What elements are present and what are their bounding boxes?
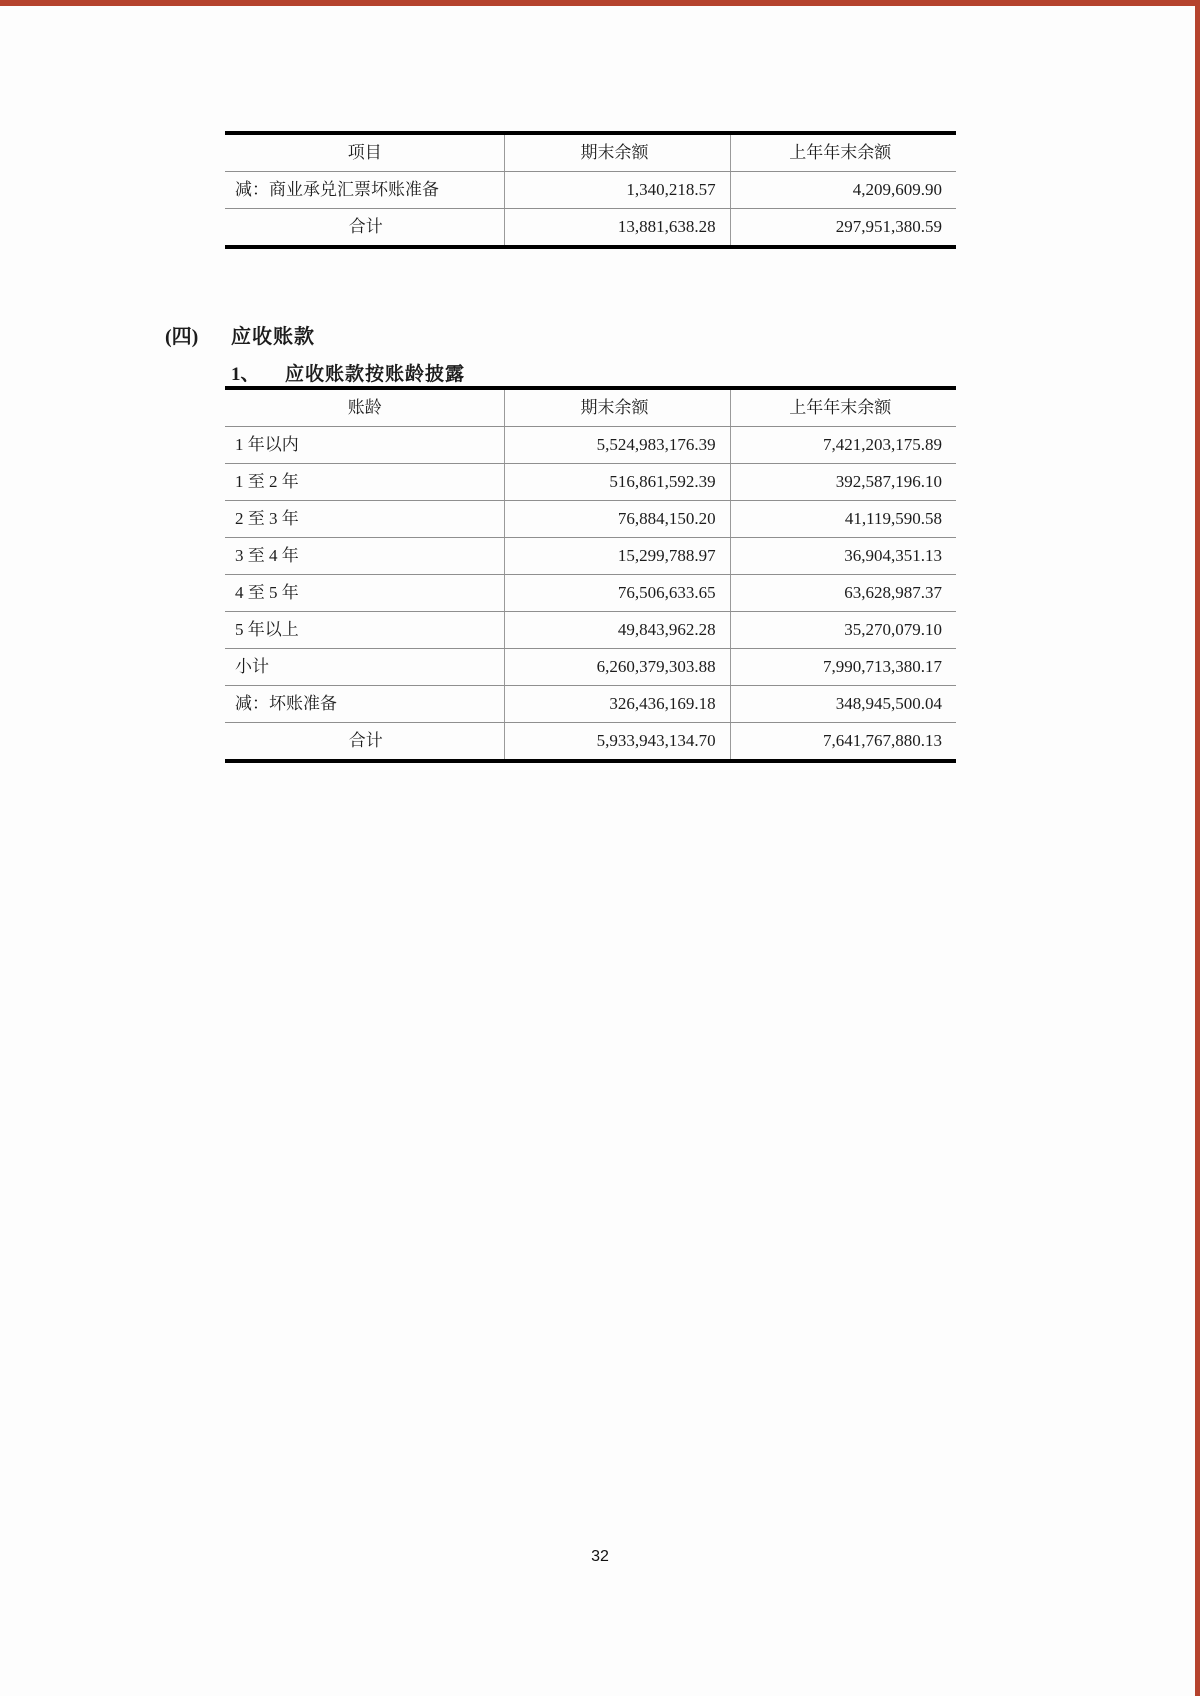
col-header-prior: 上年年末余额 bbox=[730, 133, 956, 172]
col-header-prior: 上年年末余额 bbox=[730, 388, 956, 427]
subsection-heading bbox=[231, 359, 465, 386]
receivables-aging-table bbox=[225, 386, 956, 763]
prior-value: 392,587,196.10 bbox=[730, 464, 956, 501]
ending-value: 49,843,962.28 bbox=[505, 612, 730, 649]
table-row bbox=[225, 575, 956, 612]
prior-value: 297,951,380.59 bbox=[730, 209, 956, 248]
ending-value: 76,884,150.20 bbox=[505, 501, 730, 538]
row-label: 减：商业承兑汇票坏账准备 bbox=[225, 172, 505, 209]
section-heading bbox=[165, 320, 315, 349]
prior-value: 7,421,203,175.89 bbox=[730, 427, 956, 464]
table-header-row bbox=[225, 133, 956, 172]
row-label: 3 至 4 年 bbox=[225, 538, 505, 575]
table-row bbox=[225, 464, 956, 501]
prior-value: 63,628,987.37 bbox=[730, 575, 956, 612]
ending-value: 326,436,169.18 bbox=[505, 686, 730, 723]
col-header-ending: 期末余额 bbox=[505, 388, 730, 427]
row-label: 5 年以上 bbox=[225, 612, 505, 649]
section-title: 应收账款 bbox=[231, 326, 315, 348]
table-total-row bbox=[225, 209, 956, 248]
table-subtotal-row bbox=[225, 649, 956, 686]
subsection-index: 1、 bbox=[231, 364, 260, 385]
ending-value: 5,933,943,134.70 bbox=[505, 723, 730, 762]
section-index: (四) bbox=[165, 326, 199, 348]
ending-value: 76,506,633.65 bbox=[505, 575, 730, 612]
ending-value: 13,881,638.28 bbox=[505, 209, 730, 248]
table-header-row bbox=[225, 388, 956, 427]
ending-value: 1,340,218.57 bbox=[505, 172, 730, 209]
prior-value: 7,990,713,380.17 bbox=[730, 649, 956, 686]
scan-edge-top bbox=[0, 0, 1200, 6]
row-label: 4 至 5 年 bbox=[225, 575, 505, 612]
prior-value: 36,904,351.13 bbox=[730, 538, 956, 575]
prior-value: 348,945,500.04 bbox=[730, 686, 956, 723]
row-label: 1 至 2 年 bbox=[225, 464, 505, 501]
table-row bbox=[225, 501, 956, 538]
ending-value: 15,299,788.97 bbox=[505, 538, 730, 575]
row-label: 合计 bbox=[348, 731, 383, 750]
table-row bbox=[225, 538, 956, 575]
row-label: 小计 bbox=[225, 649, 505, 686]
row-label: 1 年以内 bbox=[225, 427, 505, 464]
prior-value: 41,119,590.58 bbox=[730, 501, 956, 538]
table-row bbox=[225, 686, 956, 723]
subsection-title: 应收账款按账龄披露 bbox=[285, 364, 466, 385]
prior-value: 7,641,767,880.13 bbox=[730, 723, 956, 762]
page-number: 32 bbox=[591, 1548, 609, 1565]
col-header-ending: 期末余额 bbox=[505, 133, 730, 172]
row-label: 减：坏账准备 bbox=[225, 686, 505, 723]
ending-value: 5,524,983,176.39 bbox=[505, 427, 730, 464]
bills-provision-table bbox=[225, 131, 956, 249]
table-total-row bbox=[225, 723, 956, 762]
prior-value: 4,209,609.90 bbox=[730, 172, 956, 209]
table-row bbox=[225, 427, 956, 464]
scan-edge-right bbox=[1195, 0, 1200, 1696]
ending-value: 6,260,379,303.88 bbox=[505, 649, 730, 686]
prior-value: 35,270,079.10 bbox=[730, 612, 956, 649]
col-header-item: 项目 bbox=[225, 133, 505, 172]
table-row bbox=[225, 612, 956, 649]
row-label: 2 至 3 年 bbox=[225, 501, 505, 538]
ending-value: 516,861,592.39 bbox=[505, 464, 730, 501]
col-header-item: 账龄 bbox=[225, 388, 505, 427]
table-row bbox=[225, 172, 956, 209]
row-label: 合计 bbox=[348, 217, 383, 236]
